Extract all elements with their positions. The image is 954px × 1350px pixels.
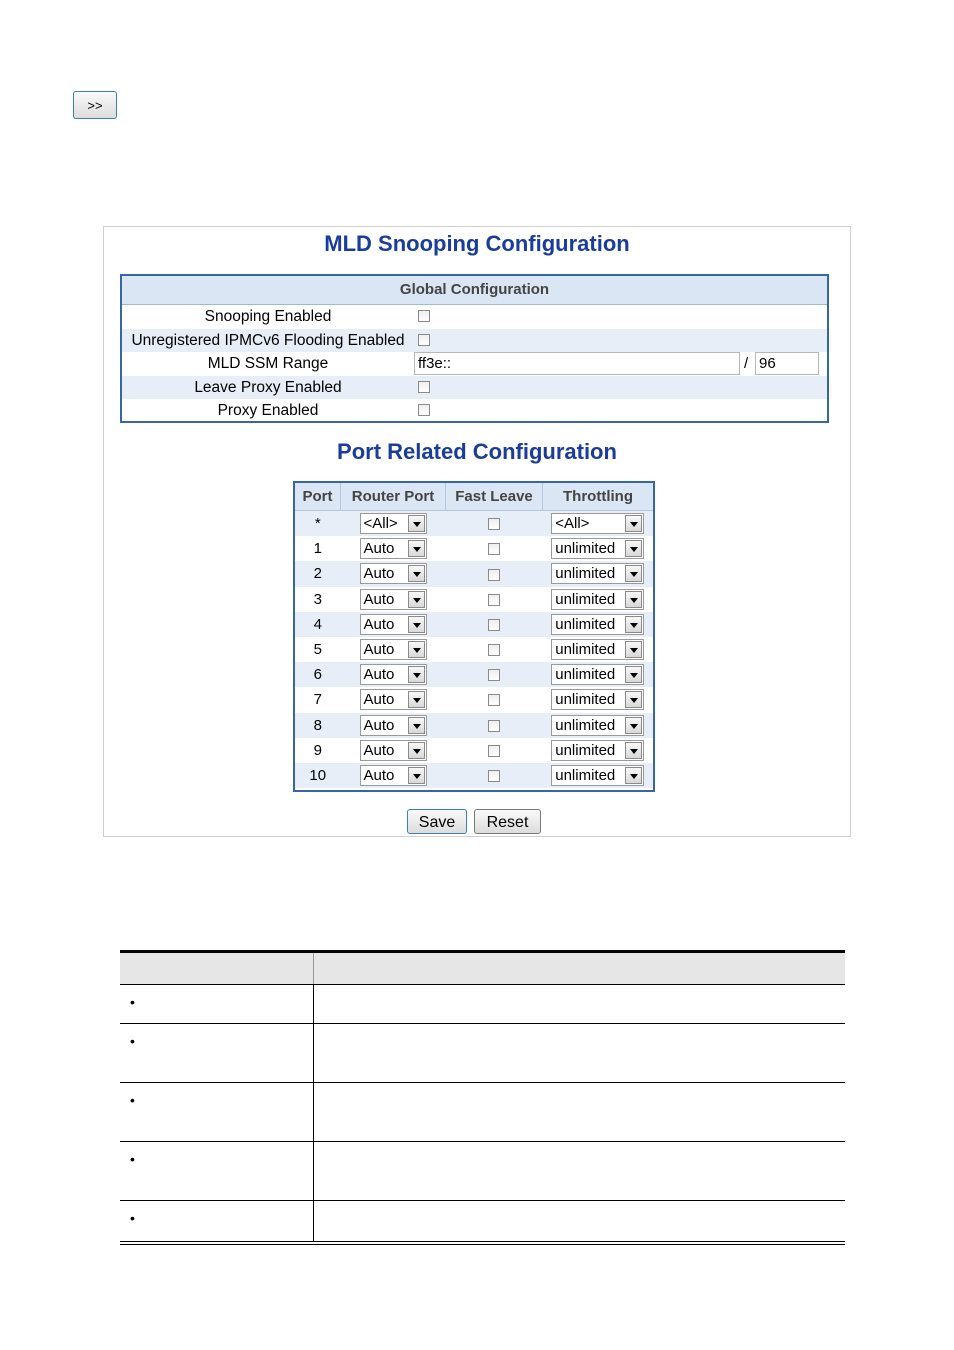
mld-snooping-panel <box>103 226 851 837</box>
throttling-value: unlimited <box>555 741 616 759</box>
throttling-select[interactable] <box>551 563 644 584</box>
table-row <box>295 738 653 763</box>
fast-leave-cell <box>446 738 543 763</box>
snooping-enabled-label: Snooping Enabled <box>204 308 332 325</box>
router-port-value: Auto <box>363 641 395 659</box>
table-row <box>295 561 653 586</box>
throttling-select[interactable] <box>551 589 644 610</box>
throttling-select[interactable] <box>551 639 644 660</box>
fast-leave-checkbox[interactable] <box>488 543 500 555</box>
bullet-icon: • <box>130 1092 135 1108</box>
proxy-enabled-row <box>122 399 827 423</box>
chevron-down-icon <box>625 742 642 759</box>
description-table <box>120 950 845 1245</box>
reset-button[interactable]: Reset <box>474 809 541 834</box>
router-port-select[interactable] <box>360 589 427 610</box>
chevron-down-icon <box>625 540 642 557</box>
chevron-down-icon <box>408 591 425 608</box>
fast-leave-cell <box>446 713 543 738</box>
ssm-range-row <box>122 352 827 376</box>
throttling-cell <box>543 662 654 687</box>
global-configuration-header: Global Configuration <box>122 276 827 305</box>
router-port-select[interactable] <box>360 639 427 660</box>
router-port-select[interactable] <box>360 614 427 635</box>
leave-proxy-row <box>122 376 827 400</box>
table-row <box>295 763 653 788</box>
throttling-value: unlimited <box>555 641 616 659</box>
router-port-cell <box>341 687 446 712</box>
description-row <box>120 1200 845 1241</box>
router-port-value: Auto <box>363 565 395 583</box>
description-text-cell <box>314 1083 845 1141</box>
router-port-select[interactable] <box>360 740 427 761</box>
fast-leave-cell <box>446 763 543 788</box>
throttling-value: unlimited <box>555 540 616 558</box>
save-button[interactable]: Save <box>407 809 467 834</box>
unregistered-flooding-label: Unregistered IPMCv6 Flooding Enabled <box>131 331 405 349</box>
chevron-down-icon <box>625 641 642 658</box>
fast-leave-checkbox[interactable] <box>488 720 500 732</box>
port-rows <box>295 511 653 789</box>
proxy-enabled-checkbox[interactable] <box>418 404 430 416</box>
description-row <box>120 1023 845 1082</box>
fast-leave-cell <box>446 637 543 662</box>
leave-proxy-label: Leave Proxy Enabled <box>194 378 342 396</box>
chevron-down-icon <box>408 616 425 633</box>
router-port-cell <box>341 536 446 561</box>
router-port-select[interactable] <box>360 765 427 786</box>
chevron-down-icon <box>408 515 425 532</box>
snooping-enabled-checkbox[interactable] <box>418 310 430 322</box>
router-port-cell <box>341 587 446 612</box>
router-port-value: Auto <box>363 590 395 608</box>
snooping-enabled-row <box>122 305 827 329</box>
description-row <box>120 984 845 1023</box>
port-column-header: Port <box>295 483 341 511</box>
router-port-select[interactable] <box>360 689 427 710</box>
port-cell: 5 <box>313 641 322 659</box>
description-bottom-rule <box>120 1241 845 1245</box>
description-header-row <box>120 953 845 984</box>
chevron-down-icon <box>625 666 642 683</box>
router-port-select[interactable] <box>360 563 427 584</box>
throttling-value: unlimited <box>555 691 616 709</box>
unregistered-flooding-checkbox[interactable] <box>418 334 430 346</box>
table-row <box>295 536 653 561</box>
throttling-value: unlimited <box>555 766 616 784</box>
throttling-select[interactable] <box>551 664 644 685</box>
description-parameter-cell <box>120 1201 314 1241</box>
throttling-select[interactable] <box>551 715 644 736</box>
description-parameter-cell <box>120 1142 314 1200</box>
bullet-icon: • <box>130 994 135 1010</box>
throttling-value: unlimited <box>555 615 616 633</box>
chevron-down-icon <box>625 767 642 784</box>
table-row <box>295 637 653 662</box>
throttling-cell <box>543 511 654 537</box>
throttling-cell <box>543 687 654 712</box>
chevron-down-icon <box>408 540 425 557</box>
port-cell: 1 <box>313 540 322 558</box>
table-row <box>295 662 653 687</box>
throttling-value: unlimited <box>555 716 616 734</box>
bullet-icon: • <box>130 1033 135 1049</box>
throttling-cell <box>543 587 654 612</box>
router-port-select[interactable] <box>360 538 427 559</box>
throttling-cell <box>543 561 654 586</box>
port-configuration-table <box>293 481 655 792</box>
chevron-down-icon <box>408 691 425 708</box>
port-cell: 6 <box>295 662 341 687</box>
table-row <box>295 687 653 712</box>
router-port-value: Auto <box>363 741 395 759</box>
fast-leave-cell <box>446 561 543 586</box>
fast-leave-checkbox[interactable] <box>488 569 500 581</box>
fast-leave-cell <box>446 687 543 712</box>
router-port-cell <box>341 637 446 662</box>
chevron-down-icon <box>625 616 642 633</box>
fast-leave-cell <box>446 511 543 537</box>
description-text-cell <box>314 1024 845 1082</box>
throttling-cell <box>543 738 654 763</box>
router-port-value: Auto <box>363 716 395 734</box>
throttling-cell <box>543 763 654 788</box>
table-row <box>295 587 653 612</box>
router-port-select[interactable] <box>360 664 427 685</box>
fast-leave-checkbox[interactable] <box>488 669 500 681</box>
chevron-down-icon <box>625 591 642 608</box>
router-port-cell <box>341 612 446 637</box>
page-title: MLD Snooping Configuration <box>324 231 630 256</box>
proxy-enabled-label: Proxy Enabled <box>217 402 319 419</box>
chevron-down-icon <box>625 691 642 708</box>
router-port-column-header: Router Port <box>341 483 446 511</box>
description-parameter-cell <box>120 985 314 1023</box>
description-row <box>120 1141 845 1200</box>
router-port-value: Auto <box>363 691 395 709</box>
fast-leave-checkbox[interactable] <box>488 594 500 606</box>
router-port-cell <box>341 662 446 687</box>
throttling-select[interactable] <box>551 740 644 761</box>
fast-leave-cell <box>446 662 543 687</box>
port-section-title: Port Related Configuration <box>337 439 617 464</box>
router-port-value: <All> <box>363 515 398 533</box>
chevron-down-icon <box>408 742 425 759</box>
description-rows <box>120 984 845 1241</box>
ssm-range-prefix-input[interactable]: ff3e:: <box>414 352 740 375</box>
table-row <box>295 511 653 537</box>
chevron-down-icon <box>408 641 425 658</box>
router-port-cell <box>341 561 446 586</box>
router-port-value: Auto <box>363 615 395 633</box>
throttling-select[interactable] <box>551 538 644 559</box>
chevron-down-icon <box>408 767 425 784</box>
fast-leave-checkbox[interactable] <box>488 518 500 530</box>
description-parameter-cell <box>120 1024 314 1082</box>
bullet-icon: • <box>130 1151 135 1167</box>
port-cell: 9 <box>313 741 322 759</box>
ssm-range-separator: / <box>744 355 749 372</box>
throttling-value: unlimited <box>555 666 616 684</box>
throttling-value: <All> <box>555 515 590 533</box>
port-cell: 8 <box>295 713 341 738</box>
chevron-down-icon <box>408 565 425 582</box>
throttling-select[interactable] <box>551 614 644 635</box>
router-port-select[interactable] <box>360 715 427 736</box>
port-cell: 10 <box>295 763 341 788</box>
router-port-cell <box>341 763 446 788</box>
chevron-down-icon <box>408 717 425 734</box>
throttling-cell <box>543 612 654 637</box>
port-cell: 4 <box>295 612 341 637</box>
throttling-select[interactable] <box>551 513 644 534</box>
fast-leave-checkbox[interactable] <box>488 770 500 782</box>
router-port-select[interactable] <box>360 513 427 534</box>
fast-leave-checkbox[interactable] <box>488 745 500 757</box>
port-cell: 3 <box>313 590 322 608</box>
throttling-value: unlimited <box>555 590 616 608</box>
chevron-down-icon <box>408 666 425 683</box>
description-text-cell <box>314 1201 845 1241</box>
fast-leave-cell <box>446 612 543 637</box>
throttling-cell <box>543 637 654 662</box>
fast-leave-checkbox[interactable] <box>488 694 500 706</box>
port-cell: * <box>295 511 341 537</box>
leave-proxy-checkbox[interactable] <box>418 381 430 393</box>
router-port-value: Auto <box>363 540 395 558</box>
throttling-cell <box>543 536 654 561</box>
router-port-cell <box>341 511 446 537</box>
more-button[interactable]: >> <box>73 91 117 119</box>
table-row <box>295 612 653 637</box>
bullet-icon: • <box>130 1210 135 1226</box>
ssm-range-length-input[interactable]: 96 <box>755 352 819 375</box>
port-cell: 2 <box>295 561 341 586</box>
router-port-cell <box>341 738 446 763</box>
unregistered-flooding-row <box>122 329 827 353</box>
fast-leave-cell <box>446 587 543 612</box>
throttling-column-header: Throttling <box>543 483 654 511</box>
global-configuration-table <box>120 274 829 423</box>
description-text-cell <box>314 985 845 1023</box>
fast-leave-cell <box>446 536 543 561</box>
fast-leave-checkbox[interactable] <box>488 619 500 631</box>
description-row <box>120 1082 845 1141</box>
ssm-range-label: MLD SSM Range <box>207 355 329 372</box>
table-row <box>295 713 653 738</box>
port-cell: 7 <box>313 691 322 709</box>
throttling-cell <box>543 713 654 738</box>
throttling-value: unlimited <box>555 565 616 583</box>
throttling-select[interactable] <box>551 689 644 710</box>
fast-leave-checkbox[interactable] <box>488 644 500 656</box>
router-port-value: Auto <box>363 766 395 784</box>
throttling-select[interactable] <box>551 765 644 786</box>
description-text-cell <box>314 1142 845 1200</box>
chevron-down-icon <box>625 565 642 582</box>
description-parameter-cell <box>120 1083 314 1141</box>
router-port-cell <box>341 713 446 738</box>
router-port-value: Auto <box>363 666 395 684</box>
chevron-down-icon <box>625 515 642 532</box>
fast-leave-column-header: Fast Leave <box>446 483 543 511</box>
chevron-down-icon <box>625 717 642 734</box>
